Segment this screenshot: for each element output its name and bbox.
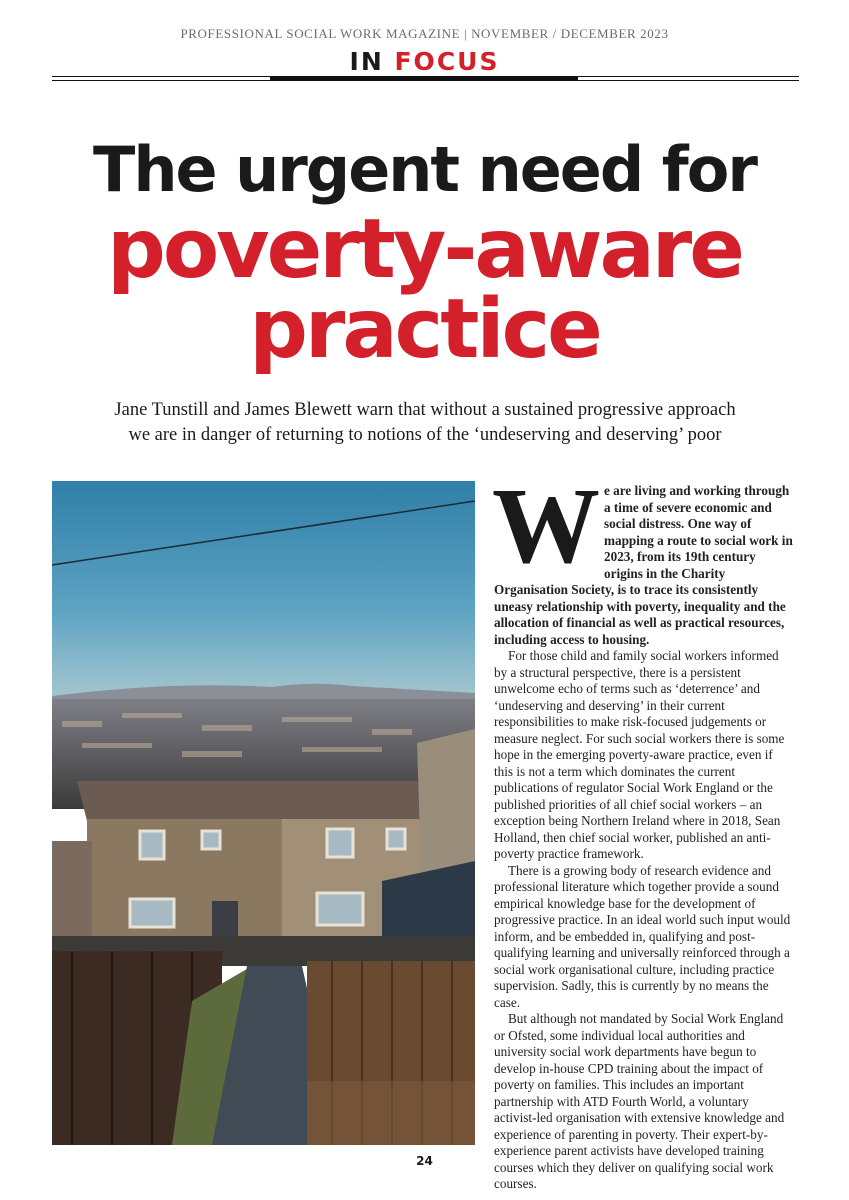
standfirst-line1: Jane Tunstill and James Blewett warn that without a sustained progressive approach — [114, 400, 736, 420]
section-word-focus: FOCUS — [394, 47, 500, 76]
article-lead-paragraph — [492, 467, 794, 648]
headline-line2: poverty-aware — [107, 202, 742, 297]
header-rule-bottom — [52, 80, 799, 81]
section-label — [0, 47, 849, 76]
standfirst-line2: we are in danger of returning to notions of the ‘undeserving and deserving’ poor — [128, 425, 722, 445]
magazine-header — [0, 26, 849, 42]
header-rule-thick — [270, 76, 578, 80]
page-number: 24 — [416, 1154, 433, 1168]
headline-red-block — [0, 202, 849, 377]
article-paragraph: For those child and family social workers informed by a structural perspective, there is a persistent unwelcome echo of terms such as ‘deterrence’ and ‘undeserving and deserving’ in their current responsibilities to make risk-focused judgements or measure neglect. For such social workers there is some hope in the emerging poverty-aware practice, even if this is not a term which dominates the current publications of regulator Social Work England or the published priorities of all chief social workers – an exception being Northern Ireland where in 2018, Sean Holland, then chief social worker, published an anti-poverty practice framework. — [494, 648, 785, 861]
article-paragraph: There is a growing body of research evidence and professional literature which together provide a sound empirical knowledge base for the development of progressive practice. In an ideal world such input would inform, and be embedded in, qualifying and post-qualifying learning and universally reinforced through a social work organisational culture, including practice supervision. Sadly, this is currently by no means the case. — [494, 862, 791, 1010]
issue-date: NOVEMBER / DECEMBER 2023 — [471, 26, 669, 41]
article-paragraph: But although not mandated by Social Work England or Ofsted, some individual local authorities and university social work departments have begun to develop in-house CPD training about the impact of poverty on families. This includes an important partnership with ATD Fourth World, a voluntary activist-led organisation with extensive knowledge and experience of parenting in poverty. Their expert-by-experience parent activists have developed training courses which they deliver on qualifying social work courses. — [494, 1011, 785, 1191]
headline-line3: practice — [249, 282, 600, 377]
standfirst — [90, 398, 760, 448]
headline-line1: The urgent need for — [93, 133, 756, 206]
publication-name: PROFESSIONAL SOCIAL WORK MAGAZINE — [180, 26, 461, 41]
housing-estate-photo — [52, 481, 475, 1145]
header-separator: | — [464, 26, 468, 41]
section-word-in: IN — [349, 47, 384, 76]
article-body — [492, 467, 794, 1193]
drop-cap: W — [492, 467, 600, 586]
lead-text: e are living and working through a time of severe economic and social distress. One way of mapping a route to social work in 2023, from its 19th century origins in the Charity Organisation Society, is to trace its consistently uneasy relationship with poverty, inequality and the allocation of financial as well as practical resources, including access to housing. — [494, 483, 793, 647]
